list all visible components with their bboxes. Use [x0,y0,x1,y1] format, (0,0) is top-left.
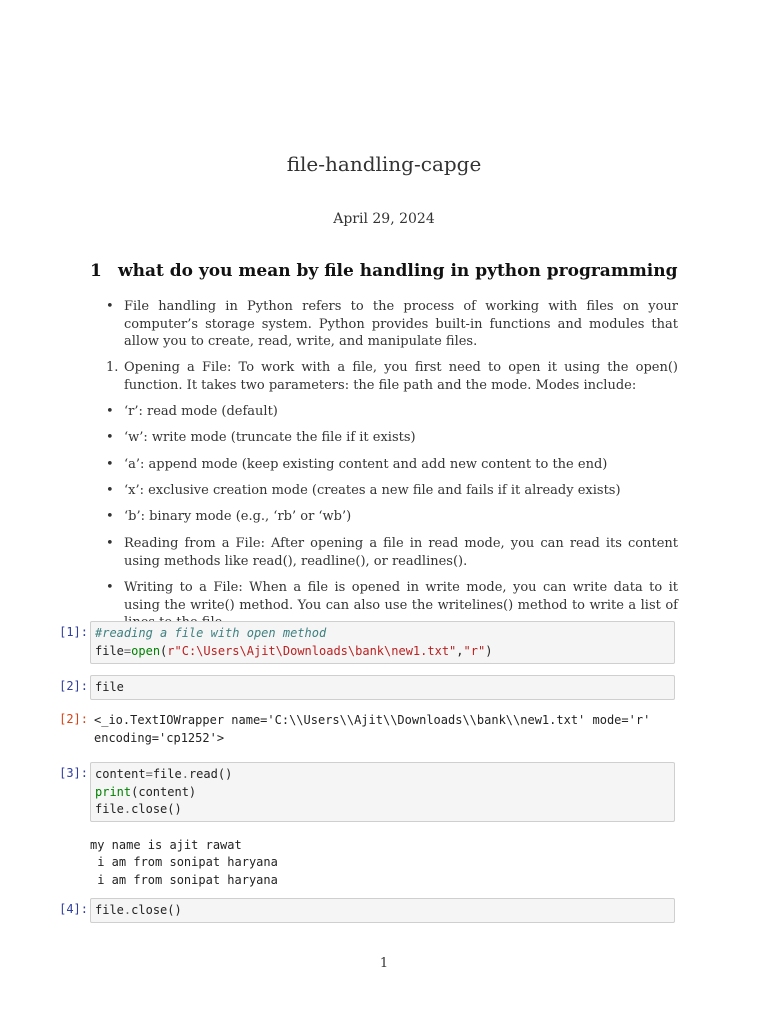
output-line: <_io.TextIOWrapper name='C:\\Users\\Ajit\\Downloads\\bank\\new1.txt' mode='r' [94,713,651,727]
list-item: ‘a’: append mode (keep existing content and add new content to the end) [124,457,608,472]
code-line: file [95,680,124,694]
bullet-marker: • [106,483,114,498]
bullet-marker: • [106,509,114,524]
stream-output-line: i am from sonipat haryana [90,855,278,869]
bullet-marker: • [106,404,114,419]
input-prompt: [3]: [59,766,88,780]
code-string: "r" [463,643,486,658]
section-heading-text: what do you mean by file handling in python programming [118,261,678,281]
list-item: ‘x’: exclusive creation mode (creates a new file and fails if it already exists) [124,483,621,498]
output-line: encoding='cp1252'> [94,731,225,745]
code-token: ( [160,643,168,658]
input-prompt: [2]: [59,679,88,693]
code-token: ) [485,643,493,658]
code-token: , [456,643,464,658]
code-cell[interactable] [90,621,675,664]
page-number: 1 [379,956,389,971]
list-item: ‘b’: binary mode (e.g., ‘rb’ or ‘wb’) [124,509,352,524]
list-item: ‘r’: read mode (default) [124,404,278,419]
bullet-marker: • [106,299,114,314]
code-line: file.close() [95,903,182,917]
list-item: Writing to a File: When a file is opened in write mode, you can write data to it using the write() method. You can also use the writelines() method to write a list of [124,580,678,613]
list-item: Reading from a File: After opening a file in read mode, you can read its content using methods like read(), readline(), or readlines(). [124,536,678,569]
bullet-marker: • [106,430,114,445]
code-token: file [95,643,124,658]
code-cell[interactable] [90,898,675,923]
document-title: file-handling-capge [286,152,482,176]
output-prompt: [2]: [59,712,88,726]
code-token: = [123,643,132,658]
numbered-marker: 1. [106,360,119,375]
bullet-marker: • [106,536,114,551]
stream-output-line: i am from sonipat haryana [90,873,278,887]
input-prompt: [1]: [59,625,88,639]
section-number: 1 [90,261,102,281]
code-comment: #reading a file with open method [95,626,327,640]
section-heading [90,261,678,281]
document-date: April 29, 2024 [333,211,435,227]
code-token: open [131,643,161,658]
list-item: ‘w’: write mode (truncate the file if it exists) [124,430,416,445]
input-prompt: [4]: [59,902,88,916]
code-line: content=file.read() [95,767,233,781]
list-item: File handling in Python refers to the process of working with files on your computer’s storage system. Python provides built-in functions and modules that allow you to create, read, write, and manipulate files. [124,299,678,349]
code-cell[interactable] [90,675,675,700]
code-string: r"C:\Users\Ajit\Downloads\bank\new1.txt" [167,643,457,658]
code-line: file.close() [95,802,182,816]
bullet-marker: • [106,457,114,472]
numbered-item-text: Opening a File: To work with a file, you first need to open it using the open() function. It takes two parameters: the file path and the mode. Modes include: [124,360,678,393]
code-line: print(content) [95,784,197,799]
stream-output-line: my name is ajit rawat [90,838,242,852]
code-cell[interactable] [90,762,675,822]
bullet-marker: • [106,580,114,595]
